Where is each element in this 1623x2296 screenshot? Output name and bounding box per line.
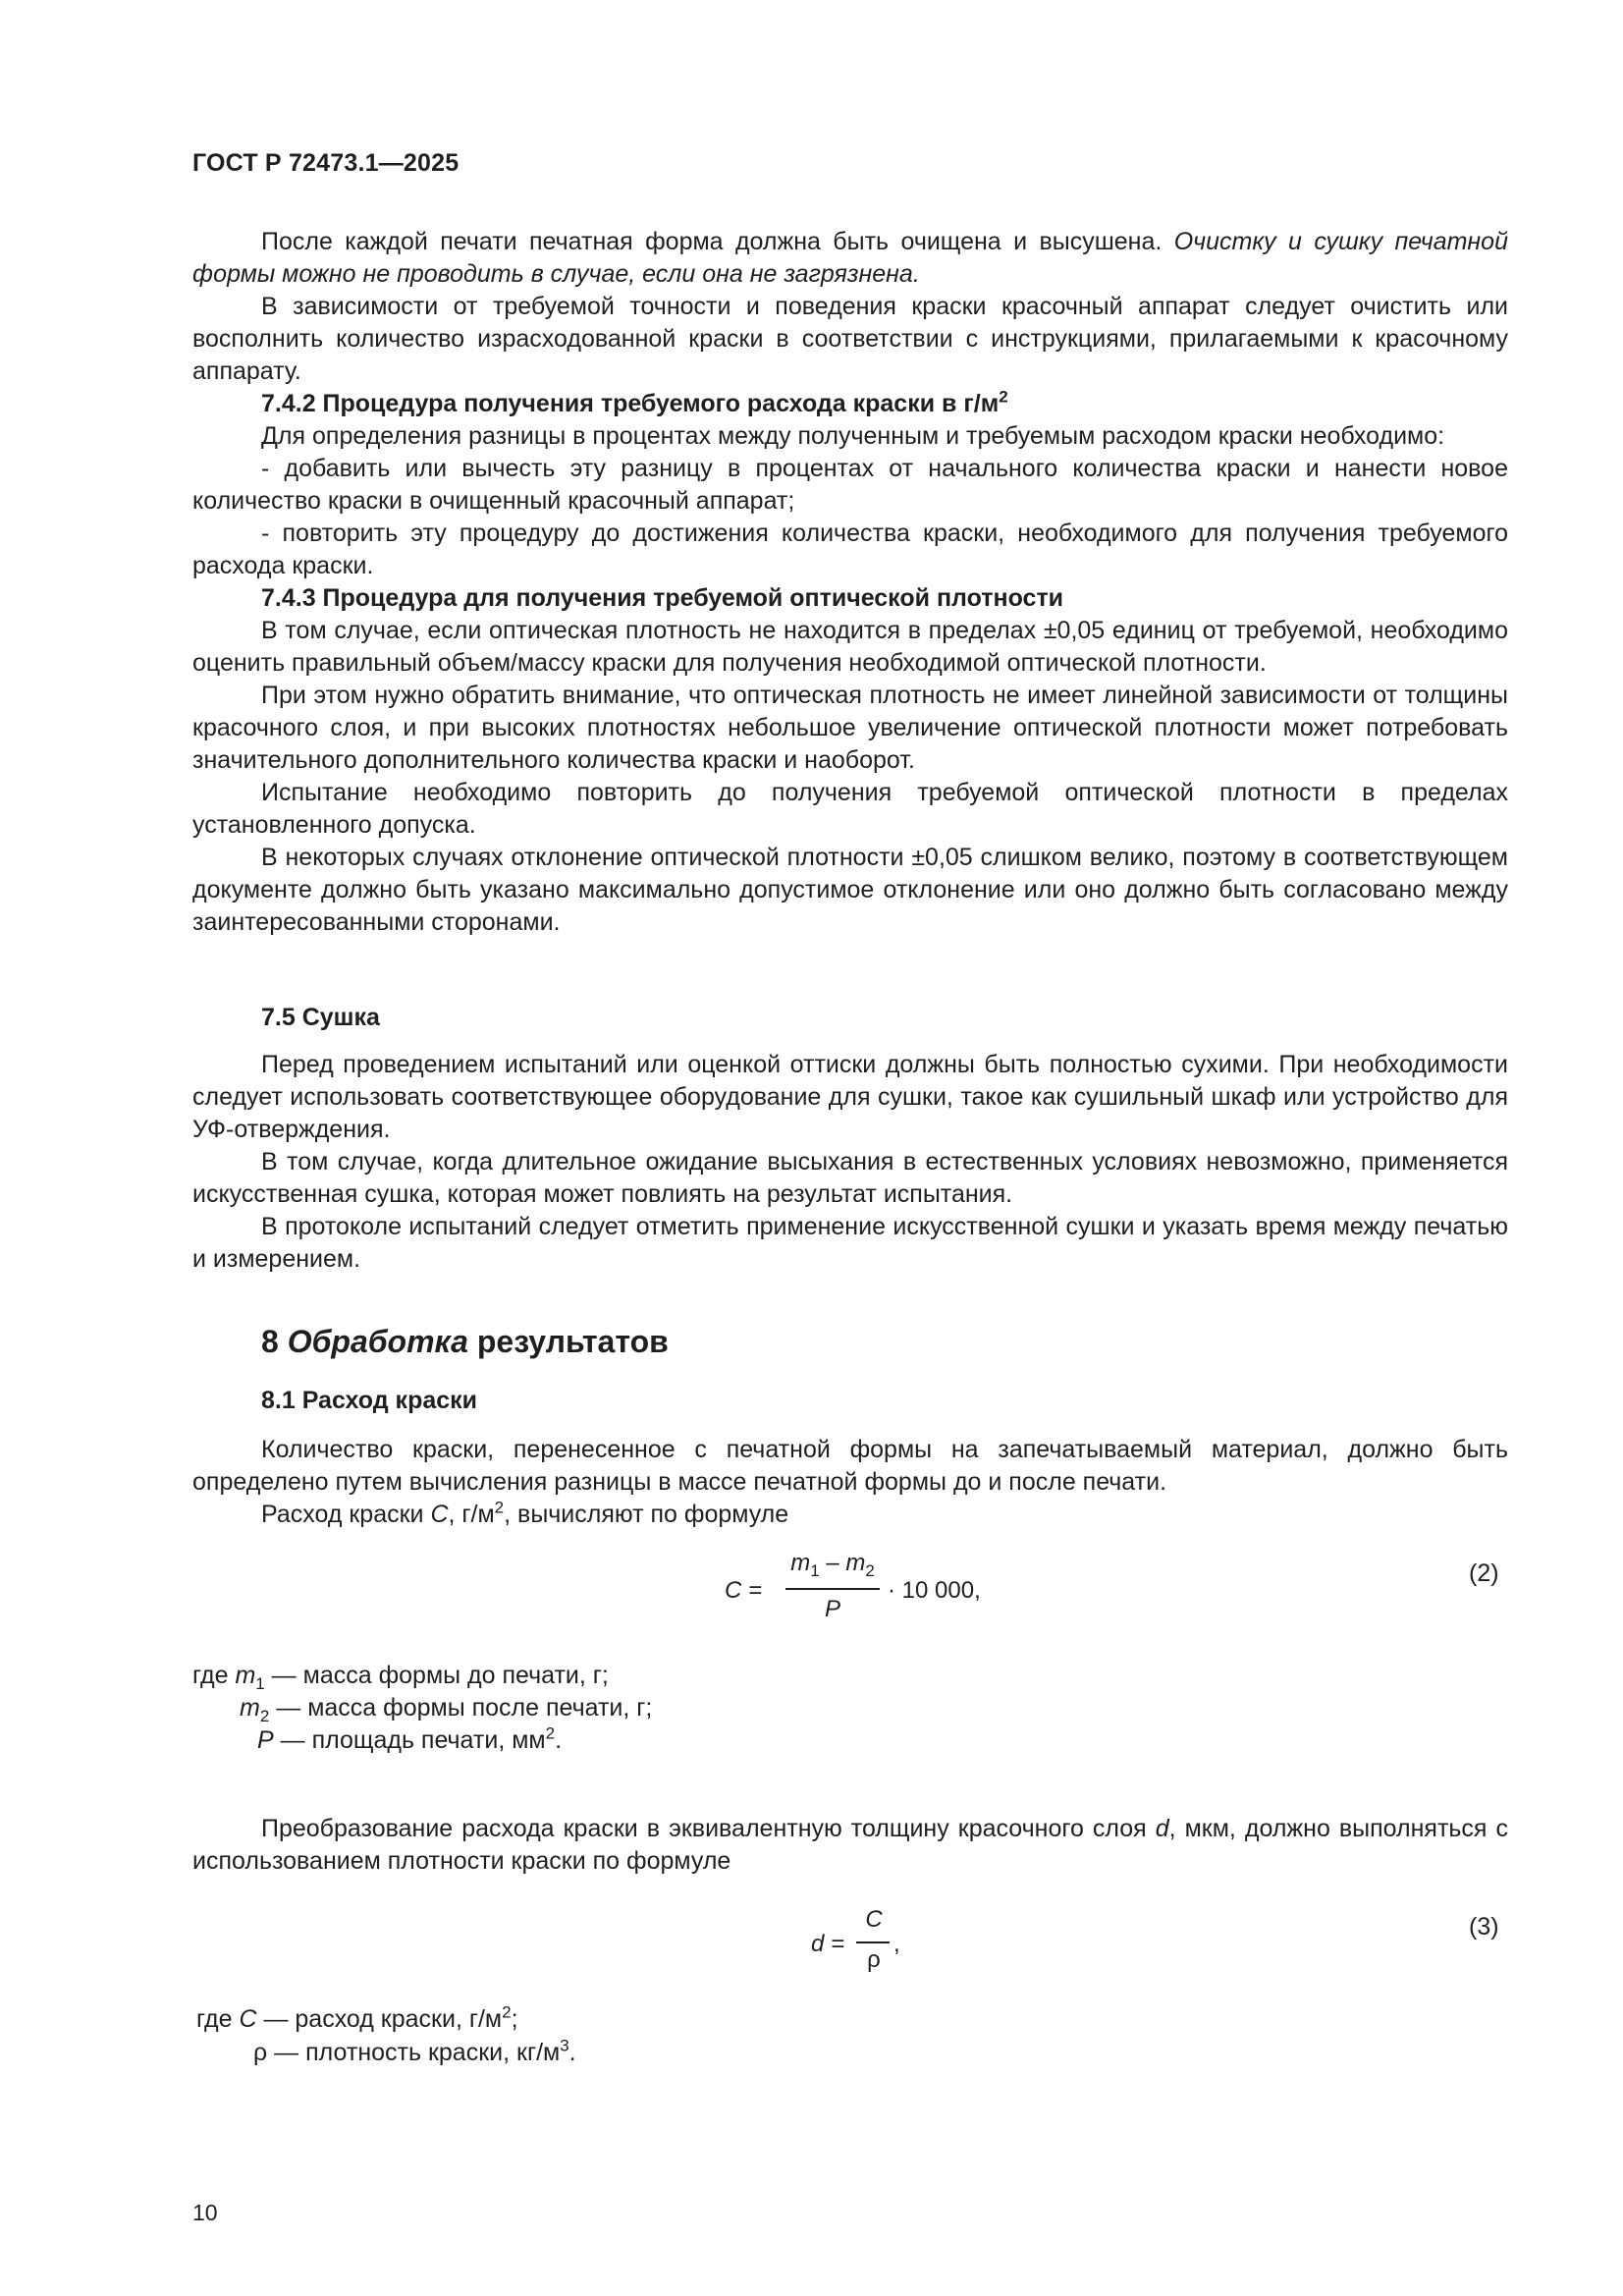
text: , вычисляют по формуле (504, 1501, 789, 1528)
list-item: - повторить эту процедуру до достижения количества краски, необходимого для получения требуемого расхода краски. (192, 519, 1508, 579)
variable: d (1155, 1815, 1169, 1842)
paragraph: При этом нужно обратить внимание, что оптическая плотность не имеет линейной зависимости от толщины красочного слоя, и при высоких плотностях небольшое увеличение оптической плотности может потребовать значительного дополнительного количества краски и наоборот. (192, 682, 1508, 774)
subscript: 1 (255, 1674, 265, 1693)
heading-superscript: 2 (999, 387, 1008, 407)
text: , мкм, должно выполняться с использованием плотности краски по формуле (192, 1815, 1508, 1875)
section-title-italic: Обработка (287, 1324, 468, 1359)
heading-text: 7.4.2 Процедура получения требуемого расхода краски в г/м (261, 390, 1000, 417)
punctuation: ; (511, 2005, 518, 2033)
section-7-5-text (192, 1049, 1508, 1276)
paragraph-italic-note: Очистку и сушку печатной формы можно не проводить в случае, если она не загрязнена. (192, 228, 1508, 288)
legend-row (240, 1692, 652, 1724)
paragraph: Для определения разницы в процентах между полученным и требуемым расходом краски необходимо: (261, 422, 1445, 450)
legend-row (196, 2003, 518, 2036)
definition: — масса формы до печати, г; (264, 1662, 609, 1689)
subsection-heading-7-4-3: 7.4.3 Процедура для получения требуемой оптической плотности (261, 584, 1064, 612)
symbol: m (235, 1662, 256, 1689)
formula-2-rhs: · 10 000, (888, 1577, 981, 1604)
minus: – (819, 1550, 846, 1576)
symbol: ρ (253, 2039, 268, 2066)
paragraph: В зависимости от требуемой точности и поведения краски красочный аппарат следует очистить или восполнить количество израсходованной краски в соответствии с инструкциями, прилагаемыми к красочному аппарату. (192, 293, 1508, 385)
formula-2-denominator: P (824, 1596, 840, 1622)
fraction-bar (785, 1588, 880, 1590)
punctuation: . (555, 1726, 563, 1754)
paragraph (192, 226, 1508, 291)
paragraph: В том случае, если оптическая плотность не находится в пределах ±0,05 единиц от требуемой, необходимо оценить правильный объем/массу краски для получения необходимой оптической плотности. (192, 617, 1508, 677)
formula-3-lhs: d = (811, 1931, 845, 1957)
paragraph-thickness (192, 1813, 1508, 1878)
symbol: C (239, 2005, 257, 2033)
page-number: 10 (192, 2200, 218, 2225)
paragraph: В некоторых случаях отклонение оптической плотности ±0,05 слишком велико, поэтому в соответствующем документе должно быть указано максимально допустимое отклонение или оно должно быть согласовано между заинтересованными сторонами. (192, 844, 1508, 936)
legend-row (192, 1660, 609, 1692)
formula-3-numerator: C (865, 1906, 883, 1933)
superscript: 2 (502, 2002, 512, 2022)
superscript: 2 (545, 1723, 556, 1743)
paragraph-text: После каждой печати печатная форма должна быть очищена и высушена. (261, 228, 1174, 255)
text: Преобразование расхода краски в эквивалентную толщину красочного слоя (261, 1815, 1156, 1842)
definition: — масса формы после печати, г; (269, 1694, 653, 1722)
legend-row (253, 2037, 576, 2069)
paragraph: Перед проведением испытаний или оценкой оттиски должны быть полностью сухими. При необходимости следует использовать соответствующее оборудование для сушки, такое как сушильный шкаф или устройство для УФ-отверждения. (192, 1051, 1508, 1143)
superscript: 2 (494, 1498, 505, 1517)
paragraph (192, 1813, 1508, 1878)
document-header: ГОСТ Р 72473.1—2025 (192, 149, 460, 177)
formula-3-denominator: ρ (867, 1946, 881, 1973)
symbol: m (240, 1694, 260, 1722)
paragraph: Количество краски, перенесенное с печатной формы на запечатываемый материал, должно быть определено путем вычисления разницы в массе печатной формы до и после печати. (192, 1436, 1508, 1496)
paragraph: Испытание необходимо повторить до получения требуемой оптической плотности в пределах установленного допуска. (192, 779, 1508, 839)
section-heading-8 (261, 1322, 669, 1361)
equation-number-2: (2) (1469, 1559, 1499, 1587)
formula-3-rhs: , (893, 1931, 900, 1957)
where-label: где (192, 1662, 236, 1689)
var-m: m (845, 1550, 866, 1576)
definition: — расход краски, г/м (256, 2005, 503, 2033)
definition: — плотность краски, кг/м (267, 2039, 561, 2066)
subsection-heading-8-1: 8.1 Расход краски (261, 1387, 478, 1414)
paragraph (192, 1499, 1508, 1531)
legend-row (257, 1724, 562, 1757)
text: , г/м (448, 1501, 495, 1528)
superscript: 3 (560, 2036, 569, 2055)
section-title-rest: результатов (467, 1324, 669, 1359)
subsection-heading-7-5: 7.5 Сушка (261, 1004, 380, 1031)
sub-1: 1 (810, 1560, 820, 1580)
equation-number-3: (3) (1469, 1913, 1499, 1941)
section-7-4-text (192, 226, 1508, 939)
where-label: где (196, 2005, 240, 2033)
formula-2-lhs (725, 1577, 762, 1605)
definition: — площадь печати, мм (273, 1726, 546, 1754)
formula-2-numerator (784, 1550, 882, 1580)
punctuation: . (568, 2039, 576, 2066)
list-item: - добавить или вычесть эту разницу в процентах от начального количества краски и нанести новое количество краски в очищенный красочный аппарат; (192, 455, 1508, 515)
subsection-heading-7-4-2 (192, 388, 1508, 420)
section-number: 8 (261, 1324, 288, 1359)
fraction-bar (856, 1941, 890, 1943)
symbol: P (257, 1726, 274, 1754)
paragraph: В том случае, когда длительное ожидание высыхания в естественных условиях невозможно, применяется искусственная сушка, которая может повлиять на результат испытания. (192, 1148, 1508, 1208)
variable: C (430, 1501, 449, 1528)
subscript: 2 (259, 1707, 270, 1725)
section-8-1-text (192, 1434, 1508, 1531)
paragraph: В протоколе испытаний следует отметить применение искусственной сушки и указать время между печатью и измерением. (192, 1213, 1508, 1273)
var-m: m (790, 1550, 811, 1576)
formula-lhs: C = (725, 1577, 763, 1604)
text: Расход краски (261, 1501, 431, 1528)
sub-2: 2 (865, 1560, 875, 1580)
